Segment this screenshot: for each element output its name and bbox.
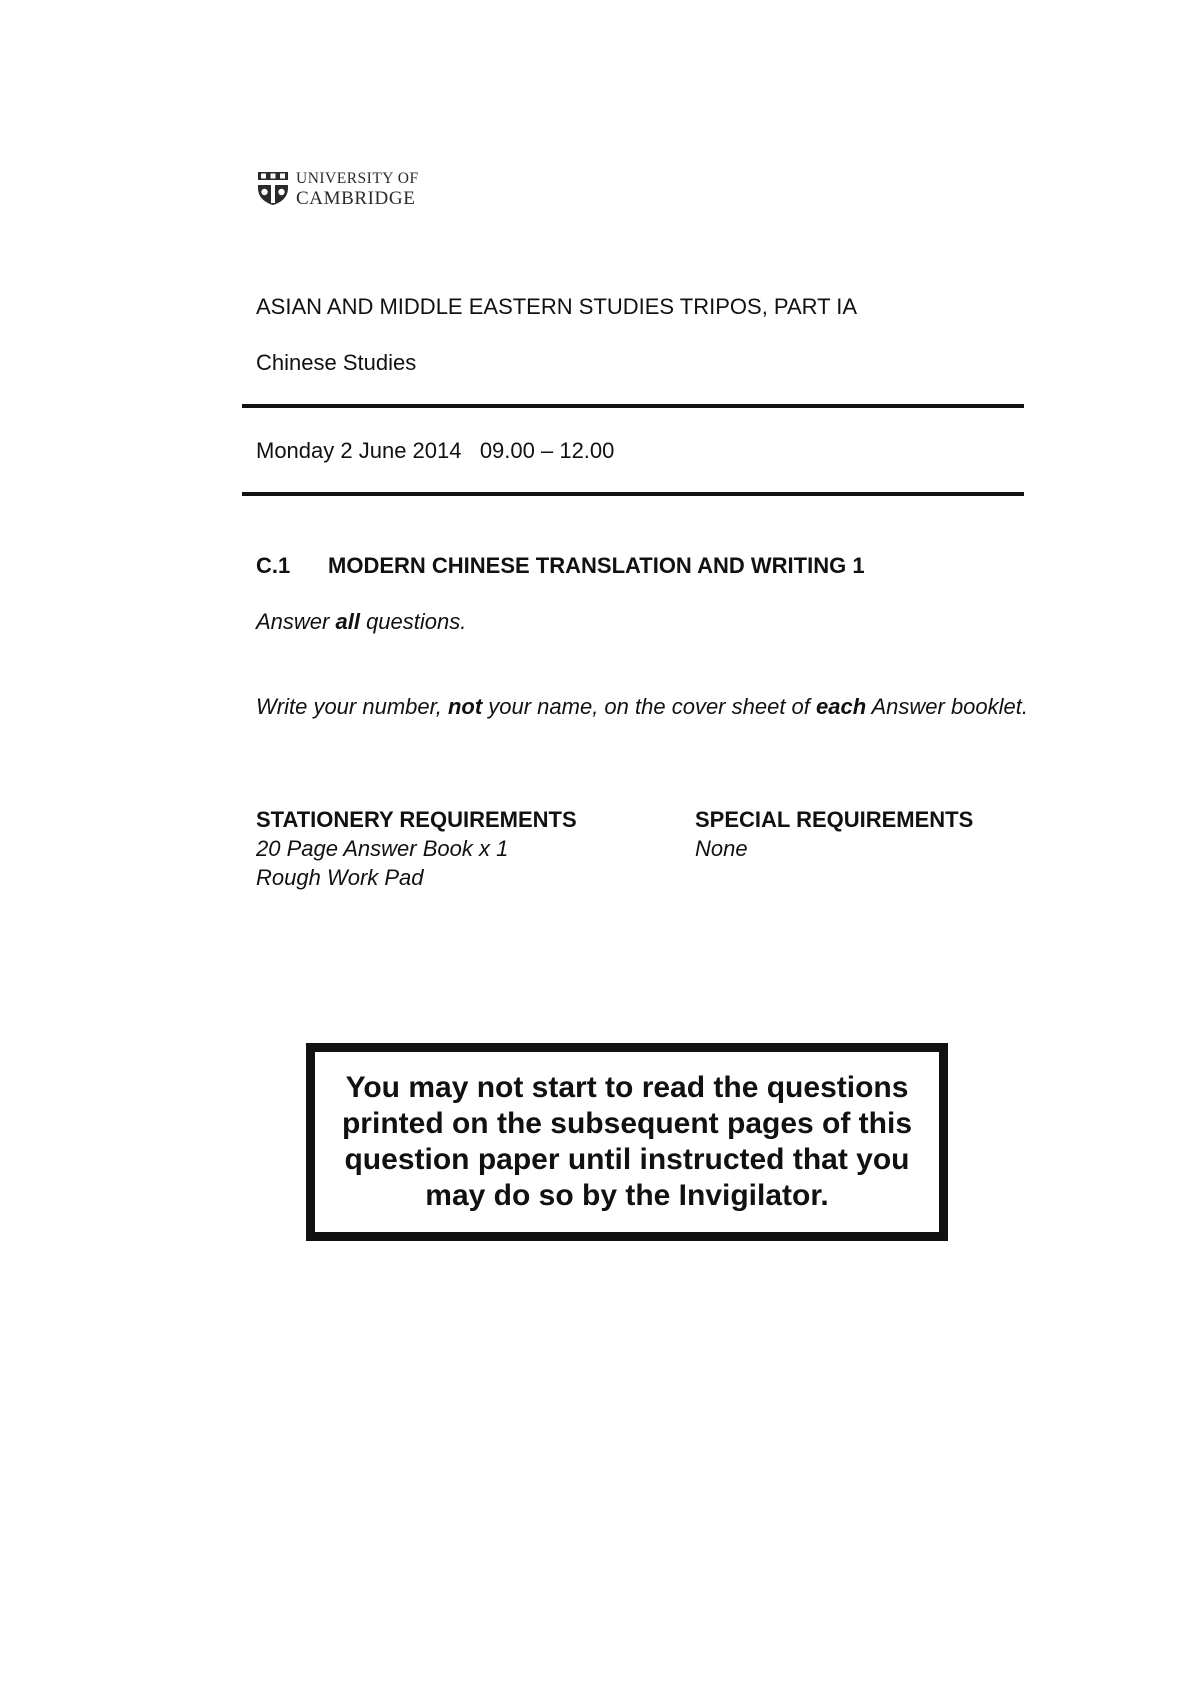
special-heading: SPECIAL REQUIREMENTS: [695, 807, 974, 832]
exam-date-time: [256, 438, 614, 464]
invigilator-notice-text: You may not start to read the questions printed on the subsequent pages of this question paper until instructed that you may do so by the Invigilator.: [341, 1071, 913, 1212]
logo-wordmark: [296, 170, 419, 208]
university-logo: [256, 170, 419, 208]
answer-instruction-pre: Answer: [256, 609, 336, 634]
stationery-item: Rough Work Pad: [256, 865, 424, 890]
paper-title: MODERN CHINESE TRANSLATION AND WRITING 1: [328, 553, 865, 578]
tripos-title: ASIAN AND MIDDLE EASTERN STUDIES TRIPOS, PART IA: [256, 294, 858, 319]
paper-code: C.1: [256, 553, 291, 578]
cambridge-shield-icon: [256, 170, 290, 206]
bottom-divider: [242, 492, 1024, 496]
answer-instruction-emphasis: all: [335, 609, 360, 634]
exam-date-text: Monday 2 June 2014 09.00 – 12.00: [256, 438, 615, 463]
candidate-number-instruction: [256, 692, 1036, 721]
logo-line-cambridge: CAMBRIDGE: [296, 187, 416, 209]
logo-line-university: UNIVERSITY OF: [296, 170, 419, 187]
special-requirements: [695, 805, 973, 863]
invigilator-notice-box: [306, 1043, 948, 1241]
top-divider: [242, 404, 1024, 408]
write-instruction-part-2: your name, on the cover sheet of: [482, 694, 817, 719]
write-instruction-part-1: Write your number,: [256, 694, 448, 719]
stationery-item: 20 Page Answer Book x 1: [256, 836, 509, 861]
write-instruction-emphasis-not: not: [447, 694, 483, 719]
write-instruction-emphasis-each: each: [816, 694, 867, 719]
paper-heading: [256, 553, 865, 579]
answer-instruction: [256, 609, 466, 635]
stationery-heading: STATIONERY REQUIREMENTS: [256, 807, 577, 832]
write-instruction-part-3: Answer booklet.: [866, 694, 1028, 719]
stationery-requirements: [256, 805, 577, 892]
answer-instruction-post: questions.: [359, 609, 467, 634]
subject-name: Chinese Studies: [256, 350, 417, 375]
special-item: None: [695, 836, 748, 861]
